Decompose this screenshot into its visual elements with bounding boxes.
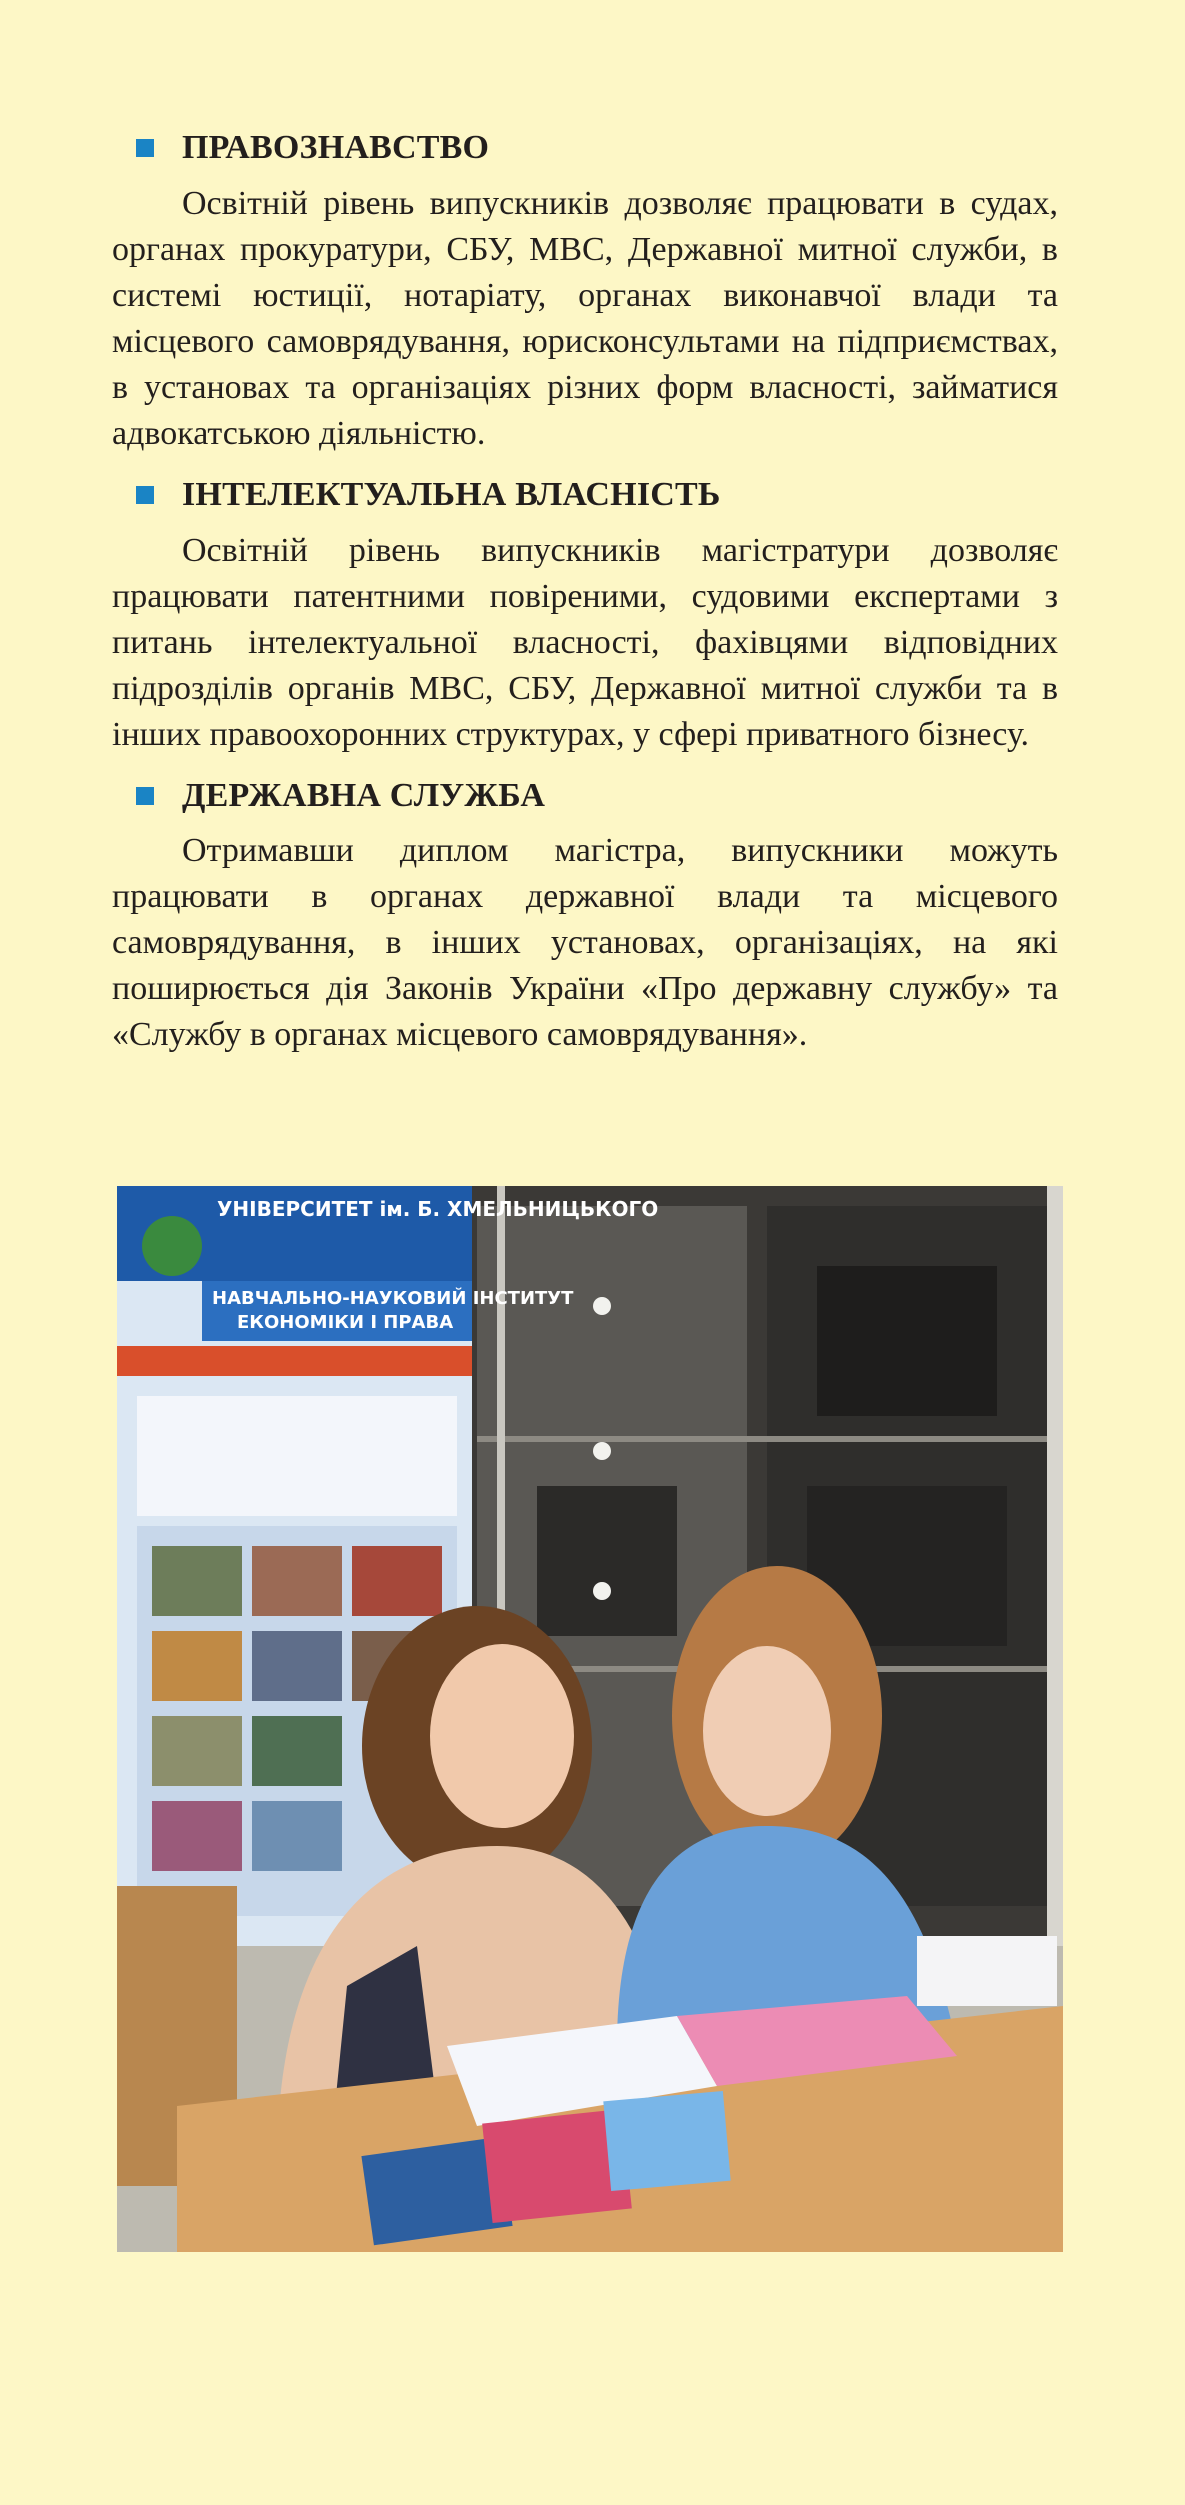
section-intellectual-property [112,475,1058,758]
banner-line: УНІВЕРСИТЕТ ім. Б. ХМЕЛЬНИЦЬКОГО [217,1197,659,1221]
students-photo [117,1186,1063,2252]
document-body [112,128,1058,1076]
section-heading [136,475,1058,516]
section-paragraph: Отримавши диплом магістра, випускники можуть працювати в органах державної влади та місцевого самоврядування, в інших установах, організаціях, на які поширюється дія Законів України «Про державну службу» та «Службу в органах місцевого самоврядування». [112,832,1058,1054]
square-bullet-icon [136,787,154,805]
section-paragraph: Освітній рівень випускників магістратури дозволяє працювати патентними повіреними, судовими експертами з питань інтелектуальної власності, фахівцями відповідних підрозділів органів МВС, СБУ, Державної митної служби та в інших правоохоронних структурах, у сфері приватного бізнесу. [112,531,1058,753]
square-bullet-icon [136,486,154,504]
square-bullet-icon [136,139,154,157]
photo-illustration [117,1186,1063,2252]
section-title: ПРАВОЗНАВСТВО [182,129,490,166]
section-law [112,128,1058,457]
banner-line: НАВЧАЛЬНО-НАУКОВИЙ ІНСТИТУТ [212,1288,574,1309]
section-title: ІНТЕЛЕКТУАЛЬНА ВЛАСНІСТЬ [182,475,721,513]
section-public-service [112,776,1058,1059]
banner-line: ЕКОНОМІКИ І ПРАВА [237,1312,454,1333]
section-title: ДЕРЖАВНА СЛУЖБА [182,776,546,814]
section-heading [136,776,1058,817]
section-paragraph: Освітній рівень випускників дозволяє працювати в судах, органах прокуратури, СБУ, МВС, Державної митної служби, в системі юстиції, нотаріату, органах виконавчої влади та місцевого самоврядування, юрисконсультами на підприємствах, в установах та організаціях різних форм власності, займатися адвокатською діяльністю. [112,184,1058,452]
section-heading [136,128,1058,169]
